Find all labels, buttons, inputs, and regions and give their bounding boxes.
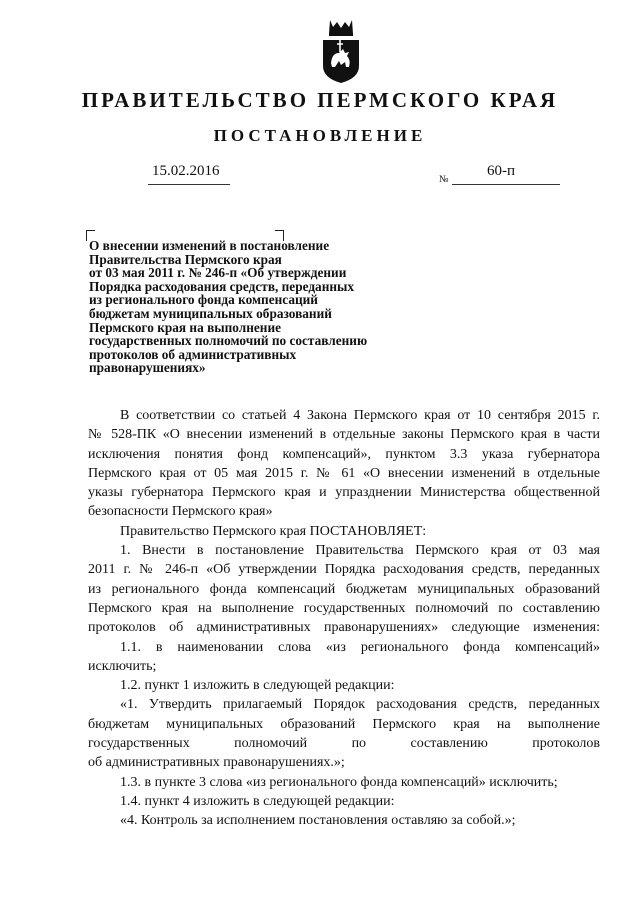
document-type: ПОСТАНОВЛЕНИЕ — [213, 126, 427, 145]
body-line: Пермского края на выполнение государственных полномочий по составлению — [88, 600, 600, 616]
body-line: из регионального фонда компенсаций бюджетам муниципальных образований — [88, 581, 600, 597]
coat-of-arms-emblem — [322, 18, 360, 84]
title-line: протоколов об административных — [89, 346, 297, 362]
number-sign: № — [439, 174, 449, 185]
title-line: Пермского края на выполнение — [89, 319, 282, 335]
title-line: О внесении изменений в постановление — [89, 238, 330, 253]
body-line: Пермского края от 05 мая 2015 г. № 61 «О внесении изменений в отдельные — [88, 465, 600, 481]
body-line: В соответствии со статьей 4 Закона Пермского края от 10 сентября 2015 г. — [120, 408, 600, 423]
body-line: 1.3. в пункте 3 слова «из регионального фонда компенсаций» исключить; — [120, 774, 558, 790]
body-line: указы губернатора Пермского края и упразднении Министерства общественной — [88, 485, 600, 501]
body-line: исключить; — [88, 658, 157, 674]
body-line: «1. Утвердить прилагаемый Порядок расходования средств, переданных — [120, 697, 600, 713]
document-number: 60-п — [487, 163, 516, 179]
body-line: об административных правонарушениях.»; — [88, 755, 345, 771]
body-line: № 528-ПК «О внесении изменений в отдельные законы Пермского края в части — [88, 427, 600, 443]
document-date: 15.02.2016 — [152, 163, 220, 179]
body-line: безопасности Пермского края» — [88, 504, 273, 520]
date-underline — [148, 184, 230, 185]
body-line: бюджетам муниципальных образований Пермского края на выполнение — [88, 716, 600, 732]
body-line: государственных полномочий по составлению протоколов — [88, 736, 600, 752]
title-line: Правительства Пермского края — [89, 251, 282, 267]
body-line: Правительство Пермского края ПОСТАНОВЛЯЕТ: — [120, 523, 427, 539]
organization-name: ПРАВИТЕЛЬСТВО ПЕРМСКОГО КРАЯ — [81, 88, 559, 112]
body-line: 1.4. пункт 4 изложить в следующей редакции: — [120, 793, 395, 809]
document-body — [88, 406, 600, 831]
body-line: 1.1. в наименовании слова «из регионального фонда компенсаций» — [120, 639, 600, 655]
title-line: Порядка расходования средств, переданных — [89, 278, 355, 294]
title-line: бюджетам муниципальных образований — [89, 305, 332, 321]
body-line: «4. Контроль за исполнением постановления оставляю за собой.»; — [120, 813, 516, 829]
number-underline — [452, 184, 560, 185]
title-line: правонарушениях» — [89, 360, 206, 376]
title-line: государственных полномочий по составлению — [89, 333, 368, 349]
title-line: от 03 мая 2011 г. № 246-п «Об утверждении — [89, 265, 347, 281]
body-line: 1.2. пункт 1 изложить в следующей редакции: — [120, 678, 395, 694]
body-line: 2011 г. № 246-п «Об утверждении Порядка расходования средств, переданных — [88, 562, 600, 578]
body-line: исключения понятия фонд компенсаций», пунктом 3.3 указа губернатора — [88, 446, 600, 462]
body-line: 1. Внести в постановление Правительства Пермского края от 03 мая — [120, 543, 600, 559]
document-title — [89, 239, 419, 375]
body-line: протоколов об административных правонарушениях» следующие изменения: — [88, 620, 600, 636]
title-line: из регионального фонда компенсаций — [89, 292, 318, 308]
